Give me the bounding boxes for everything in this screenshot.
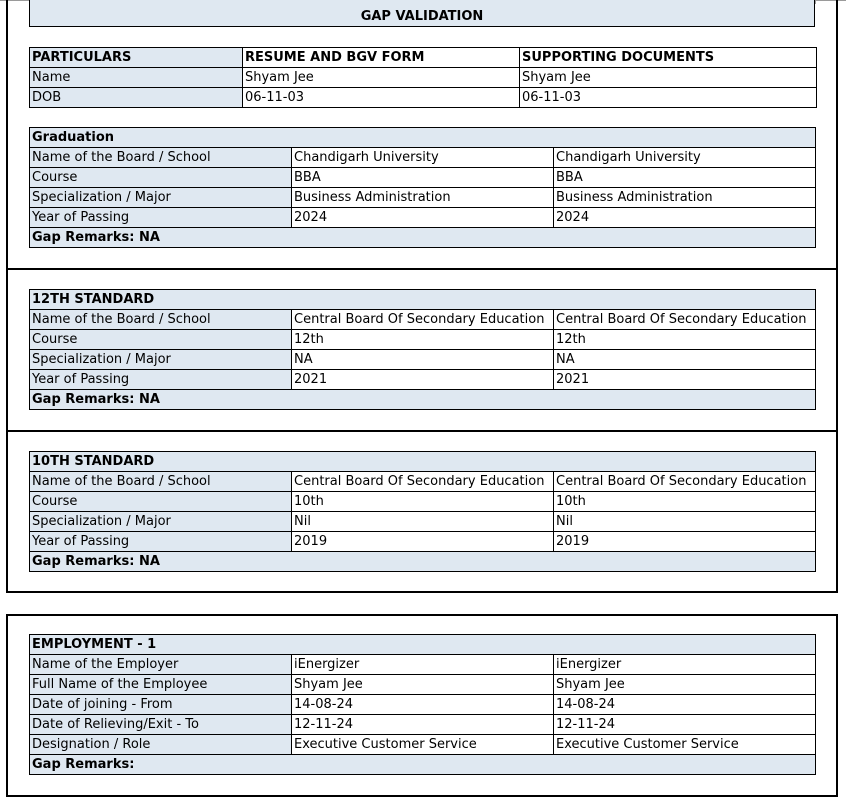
row-label: Specialization / Major	[30, 512, 292, 532]
resume-value: 12th	[292, 330, 554, 350]
remarks-row	[30, 552, 816, 572]
row-label: Year of Passing	[30, 208, 292, 228]
table-row	[30, 168, 816, 188]
document-value: Central Board Of Secondary Education	[554, 472, 816, 492]
row-label: Specialization / Major	[30, 188, 292, 208]
employment-table	[29, 634, 816, 775]
page-title: GAP VALIDATION	[360, 9, 484, 24]
gap-remarks: Gap Remarks: NA	[30, 390, 816, 410]
row-label: DOB	[30, 88, 243, 108]
row-label: Name of the Board / School	[30, 472, 292, 492]
document-value: 2024	[554, 208, 816, 228]
graduation-table	[29, 127, 816, 248]
table-row	[30, 88, 817, 108]
table-row	[30, 695, 816, 715]
table-row	[30, 512, 816, 532]
document-value: 2019	[554, 532, 816, 552]
section-title-12th: 12TH STANDARD	[30, 290, 816, 310]
document-value: iEnergizer	[554, 655, 816, 675]
section-header-row	[30, 635, 816, 655]
document-value: Executive Customer Service	[554, 735, 816, 755]
resume-value: Central Board Of Secondary Education	[292, 472, 554, 492]
row-label: Full Name of the Employee	[30, 675, 292, 695]
resume-value: Chandigarh University	[292, 148, 554, 168]
document-value: Nil	[554, 512, 816, 532]
resume-value: 2019	[292, 532, 554, 552]
section-title-10th: 10TH STANDARD	[30, 452, 816, 472]
section-title-employment: EMPLOYMENT - 1	[30, 635, 816, 655]
resume-value: 2021	[292, 370, 554, 390]
header-resume: RESUME AND BGV FORM	[243, 48, 520, 68]
document-value: 06-11-03	[520, 88, 817, 108]
resume-value: 06-11-03	[243, 88, 520, 108]
table-row	[30, 208, 816, 228]
table-row	[30, 655, 816, 675]
document-value: BBA	[554, 168, 816, 188]
header-particulars: PARTICULARS	[30, 48, 243, 68]
row-label: Date of joining - From	[30, 695, 292, 715]
resume-value: BBA	[292, 168, 554, 188]
table-row	[30, 675, 816, 695]
resume-value: Nil	[292, 512, 554, 532]
row-label: Date of Relieving/Exit - To	[30, 715, 292, 735]
table-row	[30, 472, 816, 492]
header-documents: SUPPORTING DOCUMENTS	[520, 48, 817, 68]
resume-value: Business Administration	[292, 188, 554, 208]
table-row	[30, 370, 816, 390]
row-label: Year of Passing	[30, 532, 292, 552]
document-value: 12-11-24	[554, 715, 816, 735]
tenth-table	[29, 451, 816, 572]
table-row	[30, 350, 816, 370]
twelfth-table	[29, 289, 816, 410]
row-label: Name	[30, 68, 243, 88]
document-value: 14-08-24	[554, 695, 816, 715]
resume-value: NA	[292, 350, 554, 370]
row-label: Year of Passing	[30, 370, 292, 390]
title-bar	[29, 0, 815, 27]
table-row	[30, 188, 816, 208]
table-row	[30, 492, 816, 512]
gap-remarks: Gap Remarks: NA	[30, 228, 816, 248]
header-row	[30, 48, 817, 68]
row-label: Course	[30, 330, 292, 350]
table-row	[30, 532, 816, 552]
table-row	[30, 735, 816, 755]
resume-value: Central Board Of Secondary Education	[292, 310, 554, 330]
row-label: Name of the Board / School	[30, 148, 292, 168]
remarks-row	[30, 755, 816, 775]
remarks-row	[30, 228, 816, 248]
row-label: Name of the Board / School	[30, 310, 292, 330]
document-value: 12th	[554, 330, 816, 350]
resume-value: 10th	[292, 492, 554, 512]
resume-value: 2024	[292, 208, 554, 228]
document-value: NA	[554, 350, 816, 370]
table-row	[30, 310, 816, 330]
row-label: Course	[30, 492, 292, 512]
row-label: Course	[30, 168, 292, 188]
document-value: 10th	[554, 492, 816, 512]
resume-value: Shyam Jee	[243, 68, 520, 88]
resume-value: iEnergizer	[292, 655, 554, 675]
document-value: Business Administration	[554, 188, 816, 208]
row-label: Name of the Employer	[30, 655, 292, 675]
gap-remarks: Gap Remarks:	[30, 755, 816, 775]
row-label: Specialization / Major	[30, 350, 292, 370]
resume-value: 14-08-24	[292, 695, 554, 715]
table-row	[30, 330, 816, 350]
row-label: Designation / Role	[30, 735, 292, 755]
resume-value: 12-11-24	[292, 715, 554, 735]
document-value: 2021	[554, 370, 816, 390]
gap-remarks: Gap Remarks: NA	[30, 552, 816, 572]
remarks-row	[30, 390, 816, 410]
section-header-row	[30, 452, 816, 472]
section-header-row	[30, 128, 816, 148]
resume-value: Shyam Jee	[292, 675, 554, 695]
document-value: Central Board Of Secondary Education	[554, 310, 816, 330]
document-value: Shyam Jee	[554, 675, 816, 695]
table-row	[30, 148, 816, 168]
document-value: Shyam Jee	[520, 68, 817, 88]
section-header-row	[30, 290, 816, 310]
table-row	[30, 68, 817, 88]
section-title-graduation: Graduation	[30, 128, 816, 148]
document-value: Chandigarh University	[554, 148, 816, 168]
resume-value: Executive Customer Service	[292, 735, 554, 755]
table-row	[30, 715, 816, 735]
personal-table	[29, 47, 817, 108]
